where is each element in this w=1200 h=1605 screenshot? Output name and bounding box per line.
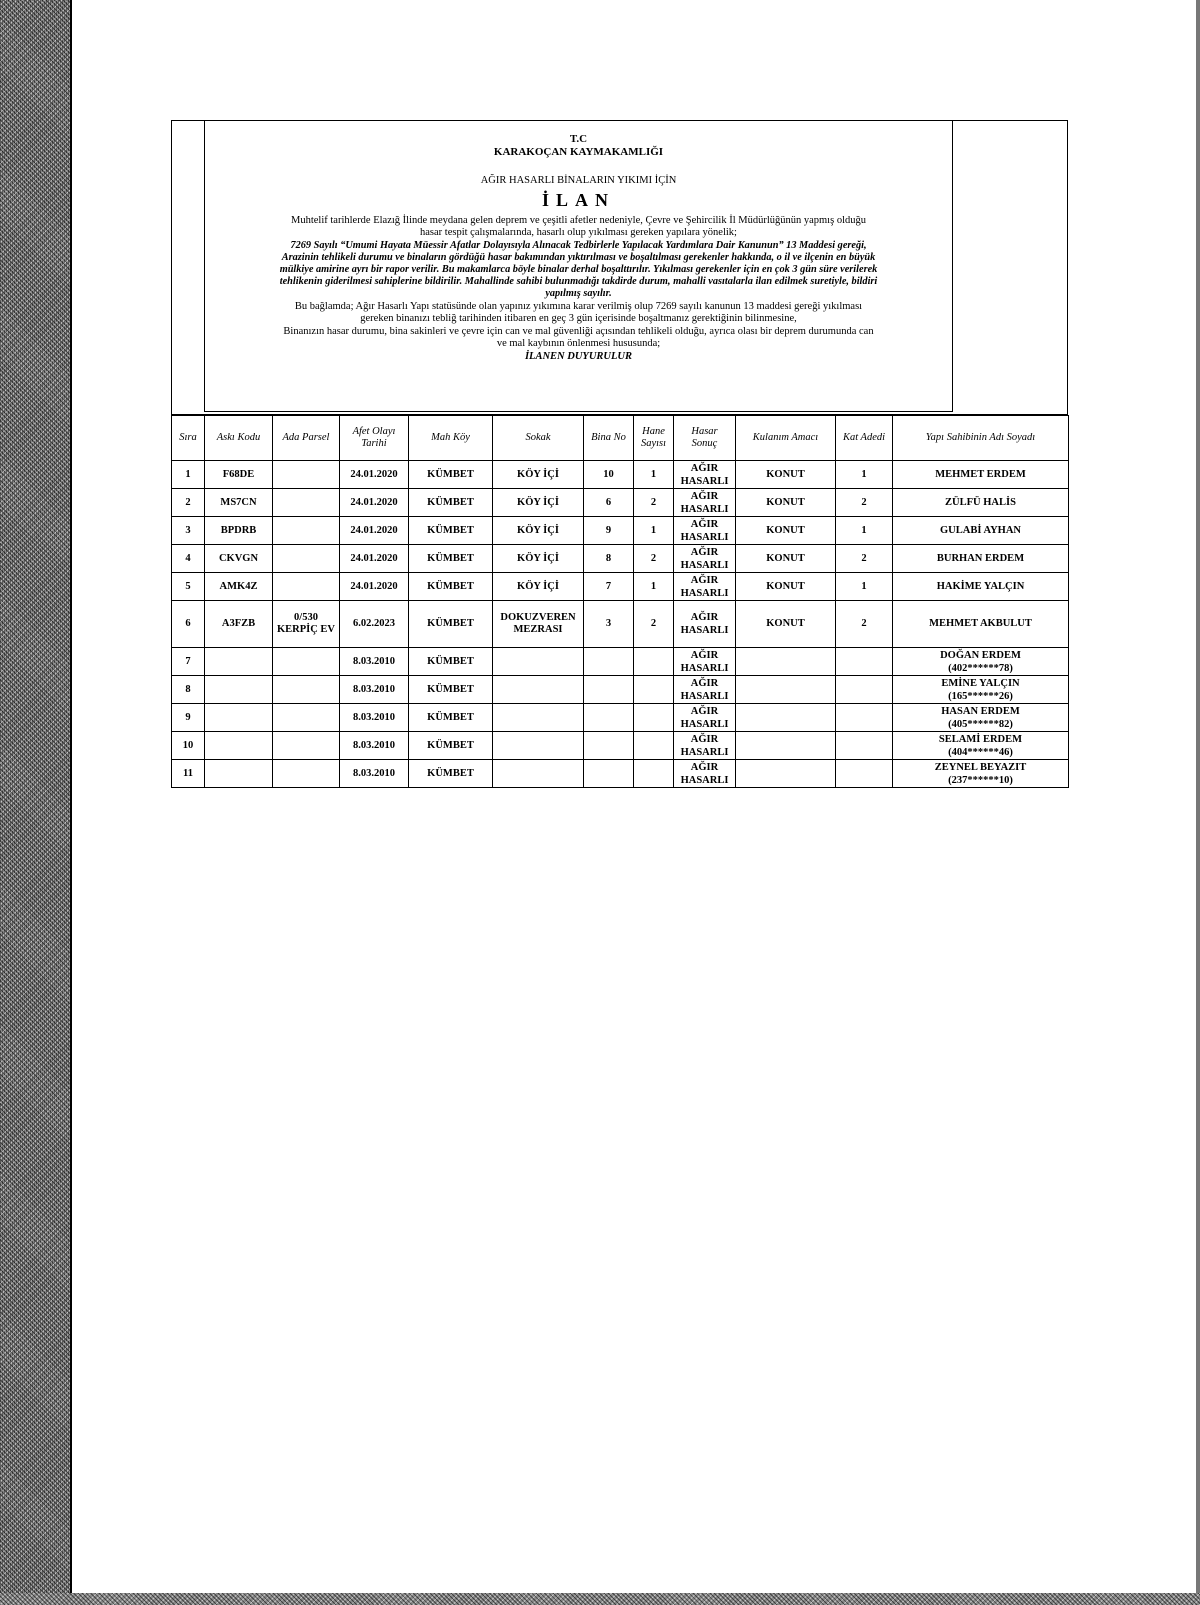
cell-ada-parsel (273, 489, 340, 517)
cell-hasar-line1: AĞIR (690, 546, 719, 558)
cell-aski-kodu (205, 648, 273, 676)
cell-sahip-line1: ZEYNEL BEYAZIT (934, 761, 1027, 773)
cell-kat: 2 (836, 601, 893, 648)
cell-mah-koy: KÜMBET (409, 517, 493, 545)
notice-subtitle: AĞIR HASARLI BİNALARIN YIKIMI İÇİN (480, 175, 677, 186)
cell-hasar (674, 704, 736, 732)
cell-bina-no: 10 (584, 461, 634, 489)
cell-hane: 2 (634, 545, 674, 573)
table-row (172, 732, 1069, 760)
cell-afet-tarihi: 8.03.2010 (340, 648, 409, 676)
cell-hasar (674, 545, 736, 573)
cell-hasar-line1: AĞIR (690, 574, 719, 586)
law-text-3: mülkiye amirine ayrı bir rapor verilir. Bu makamlarca böyle binalar derhal boşalttırılır. Yıkılması gerekenler için en çok 3 gün süre verilerek (279, 263, 878, 275)
cell-sahip-line2: (404******46) (948, 746, 1013, 758)
header-kat: Kat Adedi (836, 416, 893, 461)
cell-hane: 1 (634, 517, 674, 545)
cell-afet-tarihi: 8.03.2010 (340, 676, 409, 704)
cell-sahip-line2: (402******78) (948, 662, 1013, 674)
table-header-row (172, 416, 1069, 461)
notice-title: İLAN (541, 189, 615, 210)
paragraph-2a: Bu bağlamda; Ağır Hasarlı Yapı statüsünde olan yapınız yıkımına karar verilmiş olup 7269 sayılı kanunun 13 maddesi gereği yıkılması (294, 300, 863, 312)
cell-hasar (674, 601, 736, 648)
cell-kat: 1 (836, 517, 893, 545)
header-authority: KARAKOÇAN KAYMAKAMLIĞI (493, 146, 664, 158)
table-row (172, 648, 1069, 676)
cell-hasar-line1: AĞIR (690, 677, 719, 689)
cell-hasar-line2: HASARLI (680, 625, 729, 636)
cell-kullanim: KONUT (736, 517, 836, 545)
law-text-1: 7269 Sayılı “Umumi Hayata Müessir Afatlar Dolayısıyla Alınacak Tedbirlerle Yapılacak Yardımlara Dair Kanunun” 13 Maddesi gereği, (290, 239, 867, 251)
cell-sahip: BURHAN ERDEM (893, 545, 1069, 573)
cell-sahip (893, 760, 1069, 788)
cell-sira: 2 (172, 489, 205, 517)
cell-kullanim (736, 732, 836, 760)
cell-aski-kodu: BPDRB (205, 517, 273, 545)
header-hane-2: Sayısı (640, 438, 667, 449)
cell-bina-no (584, 704, 634, 732)
cell-ada-parsel (273, 648, 340, 676)
cell-hane: 1 (634, 573, 674, 601)
cell-bina-no (584, 760, 634, 788)
paragraph-2b: gereken binanızı tebliğ tarihinden itibaren en geç 3 gün içerisinde boşaltmanız gerektiğinin bilinmesine, (360, 313, 797, 325)
cell-hane (634, 648, 674, 676)
header-ada-parsel: Ada Parsel (273, 416, 340, 461)
cell-hasar-line1: AĞIR (690, 518, 719, 530)
cell-bina-no: 9 (584, 517, 634, 545)
header-tc: T.C (569, 133, 588, 145)
cell-aski-kodu: AMK4Z (205, 573, 273, 601)
cell-hasar-line1: AĞIR (690, 733, 719, 745)
table-row (172, 760, 1069, 788)
cell-mah-koy: KÜMBET (409, 732, 493, 760)
cell-sahip-line2: (237******10) (948, 774, 1013, 786)
cell-mah-koy: KÜMBET (409, 601, 493, 648)
header-afet-tarihi-2: Tarihi (361, 438, 387, 449)
cell-afet-tarihi: 6.02.2023 (340, 601, 409, 648)
header-sira: Sıra (172, 416, 205, 461)
cell-hasar (674, 648, 736, 676)
cell-sira: 6 (172, 601, 205, 648)
cell-ada-parsel (273, 573, 340, 601)
cell-kullanim (736, 648, 836, 676)
cell-kullanim: KONUT (736, 601, 836, 648)
cell-sokak (493, 648, 584, 676)
cell-sokak: KÖY İÇİ (493, 545, 584, 573)
cell-hasar-line2: HASARLI (680, 662, 729, 674)
cell-hasar-line1: AĞIR (690, 761, 719, 773)
table-row (172, 676, 1069, 704)
cell-sokak (493, 732, 584, 760)
cell-hasar-line1: AĞIR (690, 490, 719, 502)
cell-bina-no (584, 676, 634, 704)
cell-hasar (674, 461, 736, 489)
cell-kat: 1 (836, 573, 893, 601)
cell-sira: 1 (172, 461, 205, 489)
cell-bina-no: 7 (584, 573, 634, 601)
table-row (172, 517, 1069, 545)
paragraph-1a: Muhtelif tarihlerde Elazığ İlinde meydana gelen deprem ve çeşitli afetler nedeniyle, Çevre ve Şehircilik İl Müdürlüğünün yapmış olduğu (291, 214, 866, 226)
closing-announcement: İLANEN DUYURULUR (524, 350, 633, 362)
cell-ada-parsel (273, 461, 340, 489)
header-sokak: Sokak (493, 416, 584, 461)
cell-sahip: MEHMET ERDEM (893, 461, 1069, 489)
scan-edge-right (1196, 0, 1200, 1605)
cell-sahip-line1: HASAN ERDEM (941, 705, 1020, 717)
cell-sahip-line1: DOĞAN ERDEM (940, 649, 1021, 661)
cell-aski-kodu: A3FZB (205, 601, 273, 648)
cell-mah-koy: KÜMBET (409, 760, 493, 788)
cell-sahip (893, 732, 1069, 760)
cell-sira: 11 (172, 760, 205, 788)
cell-ada-parsel: 0/530 KERPİÇ EV (273, 601, 340, 648)
header-hane (634, 416, 674, 461)
cell-kat (836, 648, 893, 676)
cell-kullanim: KONUT (736, 545, 836, 573)
cell-aski-kodu (205, 676, 273, 704)
paragraph-3b: ve mal kaybının önlenmesi hususunda; (496, 338, 661, 350)
table-row (172, 704, 1069, 732)
cell-sira: 7 (172, 648, 205, 676)
cell-aski-kodu: MS7CN (205, 489, 273, 517)
cell-afet-tarihi: 24.01.2020 (340, 517, 409, 545)
cell-afet-tarihi: 8.03.2010 (340, 732, 409, 760)
cell-mah-koy: KÜMBET (409, 704, 493, 732)
cell-kullanim (736, 676, 836, 704)
header-hasar-2: Sonuç (691, 438, 718, 449)
cell-sokak: KÖY İÇİ (493, 517, 584, 545)
header-mah-koy: Mah Köy (409, 416, 493, 461)
cell-hane (634, 732, 674, 760)
header-aski-kodu: Askı Kodu (205, 416, 273, 461)
cell-afet-tarihi: 24.01.2020 (340, 545, 409, 573)
cell-sokak (493, 704, 584, 732)
table-row (172, 489, 1069, 517)
cell-bina-no: 3 (584, 601, 634, 648)
table-row (172, 545, 1069, 573)
cell-sokak: KÖY İÇİ (493, 489, 584, 517)
cell-sahip: HAKİME YALÇIN (893, 573, 1069, 601)
cell-aski-kodu (205, 760, 273, 788)
cell-hane: 1 (634, 461, 674, 489)
cell-hane (634, 704, 674, 732)
cell-kullanim: KONUT (736, 573, 836, 601)
cell-sokak: KÖY İÇİ (493, 573, 584, 601)
cell-hasar (674, 489, 736, 517)
cell-sokak: KÖY İÇİ (493, 461, 584, 489)
building-list-table (171, 415, 1069, 788)
cell-hasar (674, 760, 736, 788)
cell-hasar (674, 676, 736, 704)
cell-sira: 8 (172, 676, 205, 704)
cell-kat (836, 760, 893, 788)
header-sahip: Yapı Sahibinin Adı Soyadı (893, 416, 1069, 461)
cell-kat (836, 704, 893, 732)
table-row (172, 573, 1069, 601)
cell-kullanim (736, 704, 836, 732)
cell-hasar-line1: AĞIR (690, 649, 719, 661)
cell-sahip-line2: (405******82) (948, 718, 1013, 730)
cell-hane: 2 (634, 489, 674, 517)
cell-bina-no (584, 648, 634, 676)
cell-bina-no: 8 (584, 545, 634, 573)
cell-hasar-line1: AĞIR (690, 462, 719, 474)
cell-mah-koy: KÜMBET (409, 461, 493, 489)
cell-aski-kodu: F68DE (205, 461, 273, 489)
notice-box (204, 120, 953, 412)
cell-sira: 4 (172, 545, 205, 573)
cell-sira: 3 (172, 517, 205, 545)
cell-afet-tarihi: 24.01.2020 (340, 489, 409, 517)
cell-sahip (893, 704, 1069, 732)
cell-afet-tarihi: 8.03.2010 (340, 704, 409, 732)
header-hasar-1: Hasar (691, 426, 718, 437)
cell-hasar-line1: AĞIR (690, 612, 719, 623)
cell-hane (634, 676, 674, 704)
cell-kat: 2 (836, 545, 893, 573)
cell-aski-kodu (205, 732, 273, 760)
header-hane-1: Hane (642, 426, 665, 437)
paragraph-1b: hasar tespit çalışmalarında, hasarlı olup yıkılması gereken yapılara yönelik; (420, 227, 737, 238)
cell-sira: 5 (172, 573, 205, 601)
header-hasar (674, 416, 736, 461)
law-text-2: Arazinin tehlikeli durumu ve binaların gördüğü hasar bakımından yıktırılması ve boşaltılması gerekenler hakkında, o il ve ilçenin en büyük (281, 251, 876, 263)
cell-sahip-line1: SELAMİ ERDEM (938, 733, 1023, 745)
cell-mah-koy: KÜMBET (409, 573, 493, 601)
header-kullanim: Kulanım Amacı (736, 416, 836, 461)
cell-afet-tarihi: 24.01.2020 (340, 573, 409, 601)
cell-hasar (674, 573, 736, 601)
cell-kat: 2 (836, 489, 893, 517)
cell-aski-kodu: CKVGN (205, 545, 273, 573)
cell-bina-no: 6 (584, 489, 634, 517)
scan-edge-bottom (0, 1593, 1200, 1605)
law-text-4: tehlikenin giderilmesi sahiplerine bildirilir. Mahallinde sahibi bulunmadığı takdirde durum, mahalli vasıtalarla ilan edilmek suretiyle, bildiri (279, 276, 878, 288)
cell-hasar-line2: HASARLI (680, 718, 729, 730)
cell-mah-koy: KÜMBET (409, 545, 493, 573)
cell-sokak: DOKUZVEREN MEZRASI (493, 601, 584, 648)
cell-hasar-line1: AĞIR (690, 705, 719, 717)
cell-sahip (893, 676, 1069, 704)
table-row (172, 601, 1069, 648)
scan-edge-left (0, 0, 70, 1605)
cell-hasar-line2: HASARLI (680, 746, 729, 758)
law-text-5: yapılmış sayılır. (545, 288, 612, 300)
cell-sahip: MEHMET AKBULUT (893, 601, 1069, 648)
cell-ada-parsel (273, 676, 340, 704)
cell-sahip-line1: EMİNE YALÇIN (941, 677, 1020, 689)
cell-sira: 9 (172, 704, 205, 732)
cell-hasar-line2: HASARLI (680, 503, 729, 515)
cell-hasar (674, 517, 736, 545)
cell-afet-tarihi: 24.01.2020 (340, 461, 409, 489)
cell-ada-parsel (273, 732, 340, 760)
header-afet-tarihi (340, 416, 409, 461)
cell-hasar-line2: HASARLI (680, 587, 729, 599)
cell-hasar-line2: HASARLI (680, 559, 729, 571)
cell-hasar-line2: HASARLI (680, 690, 729, 702)
cell-sahip: GULABİ AYHAN (893, 517, 1069, 545)
cell-sahip-line2: (165******26) (948, 690, 1013, 702)
cell-hasar-line2: HASARLI (680, 475, 729, 487)
cell-kat (836, 676, 893, 704)
header-afet-tarihi-1: Afet Olayı (352, 426, 396, 437)
table-row (172, 461, 1069, 489)
cell-hasar-line2: HASARLI (680, 774, 729, 786)
cell-sokak (493, 676, 584, 704)
cell-mah-koy: KÜMBET (409, 489, 493, 517)
cell-ada-parsel (273, 545, 340, 573)
cell-afet-tarihi: 8.03.2010 (340, 760, 409, 788)
cell-hane: 2 (634, 601, 674, 648)
cell-sokak (493, 760, 584, 788)
cell-ada-parsel (273, 517, 340, 545)
cell-ada-parsel (273, 704, 340, 732)
cell-aski-kodu (205, 704, 273, 732)
cell-hasar (674, 732, 736, 760)
paragraph-3a: Binanızın hasar durumu, bina sakinleri ve çevre için can ve mal güvenliği açısından tehlikeli olduğu, ayrıca olası bir deprem durumunda can (283, 325, 874, 337)
cell-mah-koy: KÜMBET (409, 676, 493, 704)
cell-bina-no (584, 732, 634, 760)
cell-ada-parsel (273, 760, 340, 788)
cell-hane (634, 760, 674, 788)
cell-sira: 10 (172, 732, 205, 760)
cell-kullanim: KONUT (736, 489, 836, 517)
cell-kat (836, 732, 893, 760)
cell-mah-koy: KÜMBET (409, 648, 493, 676)
cell-sahip (893, 648, 1069, 676)
cell-kullanim (736, 760, 836, 788)
cell-sahip: ZÜLFÜ HALİS (893, 489, 1069, 517)
scan-edge-line (70, 0, 72, 1605)
cell-kat: 1 (836, 461, 893, 489)
cell-kullanim: KONUT (736, 461, 836, 489)
header-bina-no: Bina No (584, 416, 634, 461)
cell-hasar-line2: HASARLI (680, 531, 729, 543)
